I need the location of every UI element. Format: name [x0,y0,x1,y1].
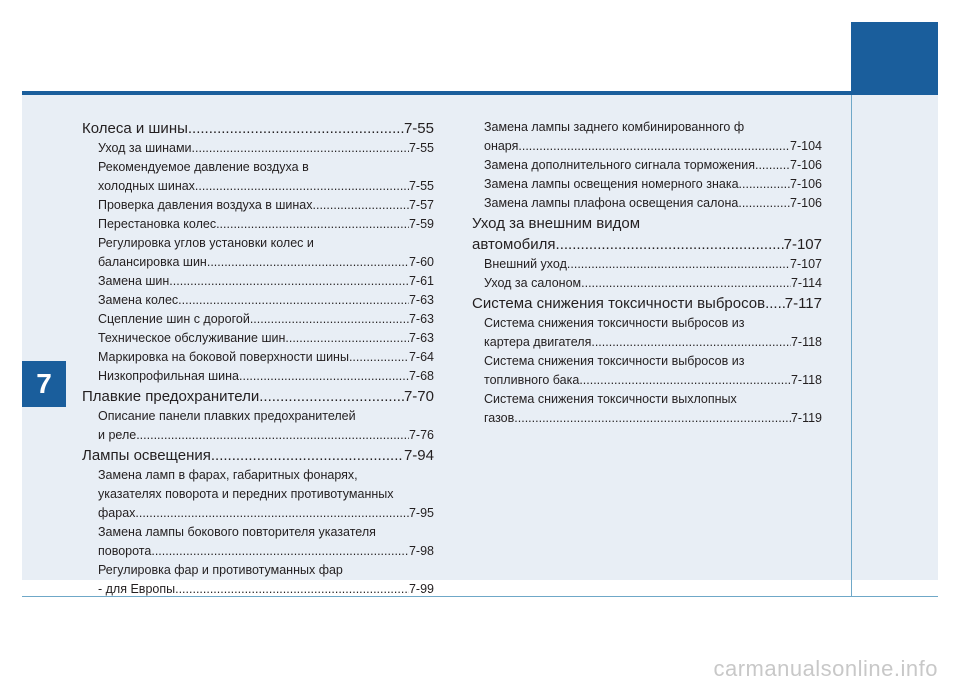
toc-item-line: Регулировка углов установки колес и [98,236,314,250]
toc-item[interactable]: Замена дополнительного сигнала торможения ..... 7-106 [472,156,822,175]
toc-item[interactable]: Замена лампы освещения номерного знака ..... 7-106 [472,175,822,194]
chapter-tab[interactable]: 7 [22,361,66,407]
toc-item[interactable]: Внешний уход ..... 7-107 [472,255,822,274]
header-color-block [851,22,938,95]
toc-item[interactable]: картера двигателя ..... 7-118 [472,333,822,352]
toc-item-line: Рекомендуемое давление воздуха в [98,160,309,174]
toc-section-wheels-tires[interactable]: Колеса и шины ..... 7-55 [82,118,434,139]
toc-item-line: Система снижения токсичности выхлопных [484,392,737,406]
toc-item[interactable]: поворота ..... 7-98 [82,542,434,561]
toc-item[interactable]: Уход за салоном ..... 7-114 [472,274,822,293]
toc-item[interactable]: Замена колес ..... 7-63 [82,291,434,310]
toc-item[interactable]: онаря ..... 7-104 [472,137,822,156]
toc-item-line: Регулировка фар и противотуманных фар [98,563,343,577]
toc-item[interactable]: и реле ..... 7-76 [82,426,434,445]
toc-item-line: Замена лампы заднего комбинированного ф [484,120,745,134]
toc-section-fuses[interactable]: Плавкие предохранители ..... 7-70 [82,386,434,407]
toc-item[interactable]: Замена шин ..... 7-61 [82,272,434,291]
toc-item[interactable]: балансировка шин ..... 7-60 [82,253,434,272]
toc-item[interactable]: газов ..... 7-119 [472,409,822,428]
toc-right-column [472,118,822,428]
toc-item[interactable]: Техническое обслуживание шин ..... 7-63 [82,329,434,348]
toc-item-line: Система снижения токсичности выбросов из [484,316,745,330]
toc-item[interactable]: Низкопрофильная шина ..... 7-68 [82,367,434,386]
toc-item[interactable]: Проверка давления воздуха в шинах ..... 7-57 [82,196,434,215]
toc-section-bulbs[interactable]: Лампы освещения ..... 7-94 [82,445,434,466]
toc-left-column [82,118,434,599]
toc-item-line: Система снижения токсичности выбросов из [484,354,745,368]
toc-item[interactable]: топливного бака ..... 7-118 [472,371,822,390]
watermark-text: carmanualsonline.info [713,656,938,681]
toc-section-line: Уход за внешним видом [472,215,641,232]
toc-item[interactable]: Маркировка на боковой поверхности шины ..... 7-64 [82,348,434,367]
toc-item-line: Описание панели плавких предохранителей [98,409,356,423]
toc-section-emission-control[interactable]: Система снижения токсичности выбросов ..... 7-117 [472,293,822,314]
toc-item[interactable]: Сцепление шин с дорогой ..... 7-63 [82,310,434,329]
toc-item-line: Замена лампы бокового повторителя указателя [98,525,376,539]
toc-item[interactable]: фарах ..... 7-95 [82,504,434,523]
toc-item[interactable]: Замена лампы плафона освещения салона ..... 7-106 [472,194,822,213]
toc-section-appearance-care[interactable]: автомобиля ..... 7-107 [472,234,822,255]
toc-item[interactable]: холодных шинах ..... 7-55 [82,177,434,196]
toc-item-line: Замена ламп в фарах, габаритных фонарях, [98,468,358,482]
toc-item-line: указателях поворота и передних противотуманных [98,487,394,501]
toc-item[interactable]: - для Европы ..... 7-99 [82,580,434,599]
toc-item[interactable]: Перестановка колес ..... 7-59 [82,215,434,234]
toc-item[interactable]: Уход за шинами ..... 7-55 [82,139,434,158]
vertical-rule [851,95,852,597]
